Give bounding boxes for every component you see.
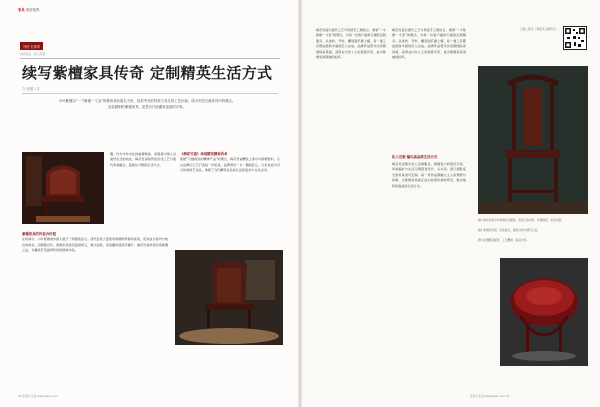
left-body-paragraph-2: 紫檀“只做极致的精神产品”的理念，梅花竹斋精选上等小叶紫檀原料，以古法榫卯工艺打造每一件家具。品牌坚持一木一器的匠心，让家具成为可以传承的艺术品，体现了当代精英对品质生活的追求与文化认同。 [180, 157, 280, 173]
right-footer: 家具与生活 www.jiaju.com 71 [470, 394, 510, 398]
left-subhead-1: 《梅花竹斋》体现精英精神诉求 [180, 152, 228, 156]
left-footer: 70 家具与生活 www.jiaju.com [18, 394, 58, 398]
page-gutter [298, 0, 302, 407]
qr-note: 扫描二维码 了解更多 品牌资讯 [520, 28, 556, 31]
qr-pattern [564, 27, 586, 49]
photo-tall-back-chair [478, 66, 588, 214]
tall-chair-illustration [478, 66, 588, 214]
armchair-illustration [175, 250, 283, 345]
article-headline: 续写紫檀家具传奇 定制精英生活方式 [22, 64, 273, 82]
header-divider [20, 58, 280, 59]
right-body-col2 [392, 162, 466, 387]
article-byline: 文 张楚 / 文 [22, 87, 40, 91]
left-body-paragraph-3: 在时间中，小叶紫檀被中国人赋予了特殊的意义。清代宫廷大量使用紫檀制作御用家具，使其成为身份与地位的象征。历经数百年，紫檀家具依旧温润如玉，愈久弥新，其收藏价值逐年攀升。梅花竹斋传承宫廷制器之法，为藏家打造值得传世的经典作品。 [22, 237, 168, 253]
section-brand: 家具 [18, 8, 25, 12]
left-body-paragraph-1: 器，作为中华文化的重要载体，承载着中国人对美好生活的向往。梅花竹斋将传统宫廷工艺与现代审美融合，延续东方雅致生活方式。 [110, 152, 176, 167]
left-body-col1-bottom [22, 232, 168, 254]
photo-round-stool [500, 258, 588, 366]
right-body-col2-top [392, 28, 466, 148]
right-body-paragraph-2: 梅花竹斋推出私人定制服务，根据客户的居住空间、审美偏好与生活习惯量身设计，从书房、客厅到卧室全套家具皆可定制。每一件作品都融入主人的情感与故事，让紫檀家具真正成为家族传承的珍宝，输出独特的高品质生活方式。 [392, 162, 466, 188]
column-subtitle: 居家视点 · 私人定制 [20, 52, 46, 56]
throne-chair-illustration [22, 152, 104, 224]
left-subhead-2: 紫檀家具的传说合价值 [22, 232, 56, 236]
photo-carved-throne-chair [22, 152, 104, 224]
right-body-col1 [316, 28, 386, 228]
qr-code-icon[interactable] [563, 26, 587, 50]
round-stool-illustration [500, 258, 588, 366]
section-label: 家居视界 [25, 8, 40, 12]
article-lead: 小叶紫檀以“一寸紫檀一寸金”的稀贵身价闻名于世，因其考究的材质与非凡的工艺价值，成为中国古典家具中的瑰宝。宫廷御制的紫檀家具，更是历代收藏家追逐的对象。 [58, 99, 236, 109]
left-body-col2-top [110, 152, 176, 168]
caption-chair-1: 图1 梅花竹斋小叶紫檀宫廷圈椅，选用上等老料，纹理细密，色泽沉稳。 [478, 218, 564, 222]
section-tag [18, 7, 39, 12]
column-badge-label: 刊首·名家印 [20, 42, 43, 50]
left-body-col3 [180, 152, 280, 174]
caption-chair-3: 图3 紫檀雕花圆凳，工艺精湛，寓意吉祥。 [478, 238, 529, 242]
right-body-paragraph-1: 梅花竹斋以现代工艺与传统手工相结合，秉承“一寸紫檀一寸金”的理念，为每一位客户提供专属的定制服务。从选料、开料、雕刻到打磨上蜡，每一道工序都由经验丰富的匠人完成。品牌作品曾多次亮相国际家具展，获得业内外人士的高度评价，成为紫檀家具领域的标杆。 [316, 28, 386, 60]
column-badge [20, 42, 43, 50]
photo-armchair-with-rug [175, 250, 283, 345]
right-subhead: 私人定制 输出高品质生活方式 [392, 155, 438, 159]
right-body-paragraph-1b: 梅花竹斋以现代工艺与传统手工相结合，秉承“一寸紫檀一寸金”的理念，为每一位客户提供专属的定制服务。从选料、开料、雕刻到打磨上蜡，每一道工序都由经验丰富的匠人完成。品牌作品曾多次亮相国际家具展，获得业内外人士的高度评价，成为紫檀家具领域的标杆。 [392, 28, 466, 60]
caption-chair-2: 图2 紫檀扶手椅，线条简洁，兼具古典与现代之美。 [478, 228, 540, 232]
